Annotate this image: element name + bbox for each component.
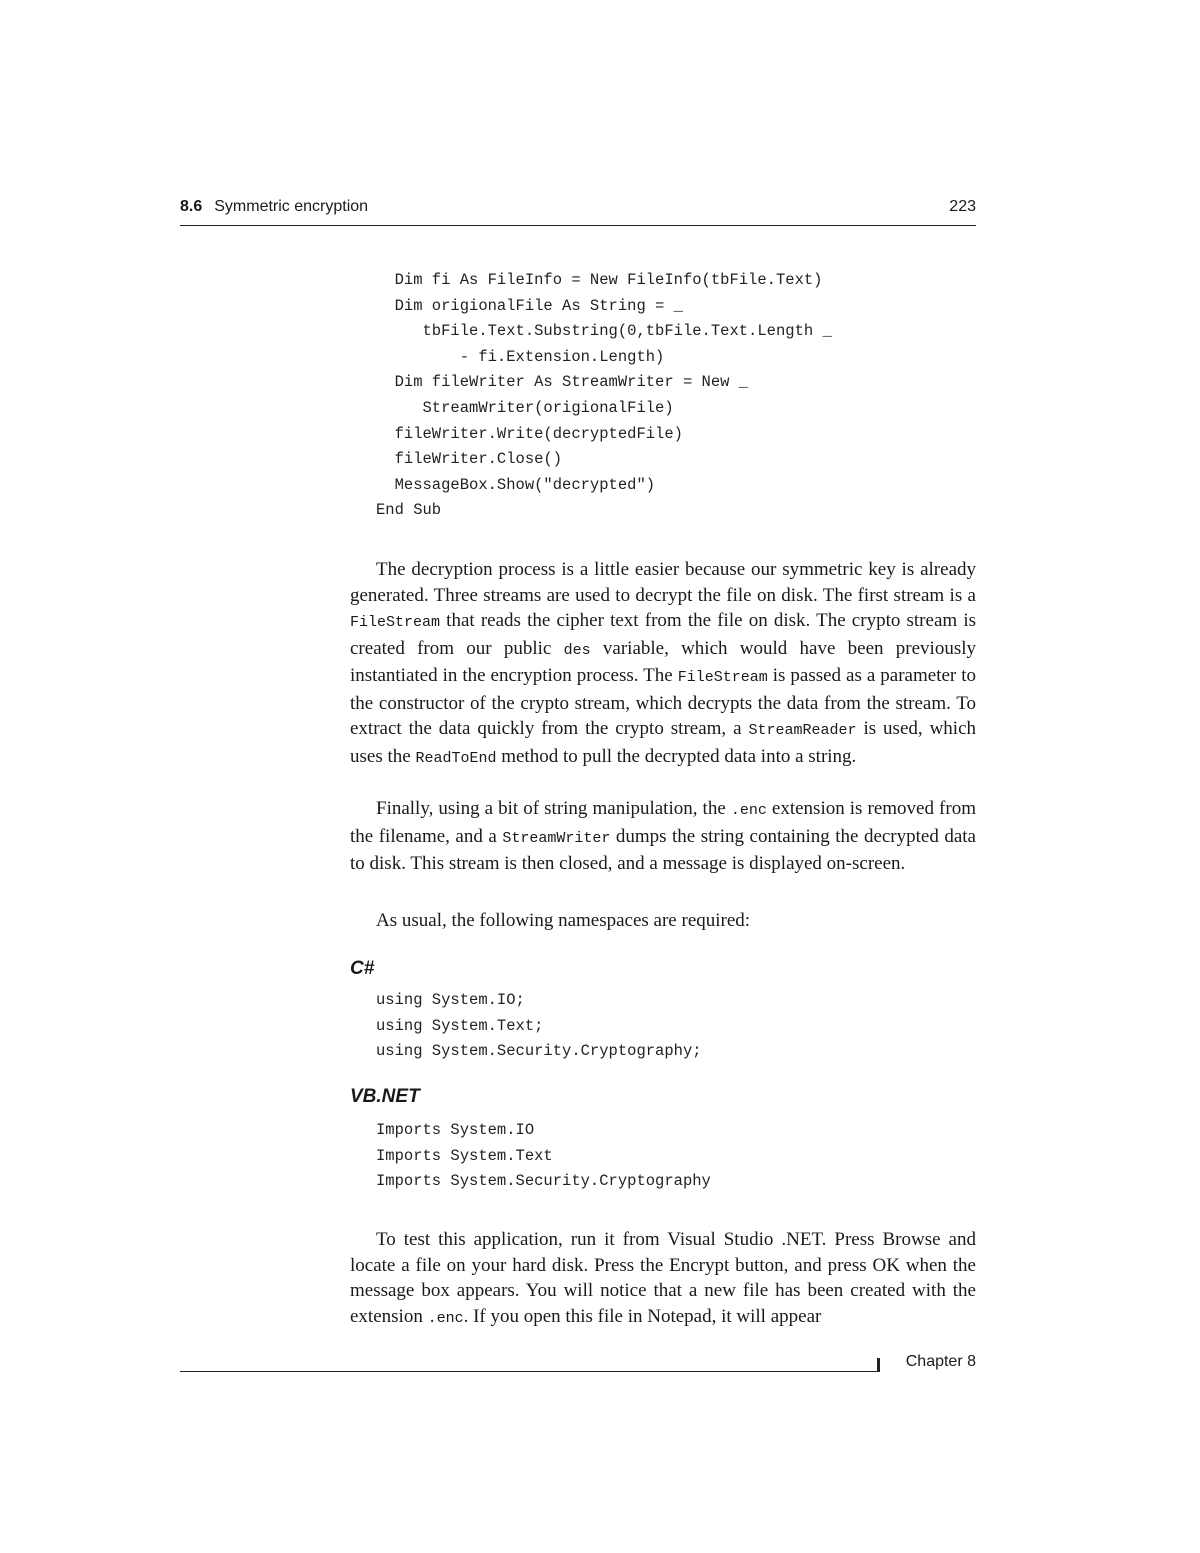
- page-number: 223: [949, 198, 976, 215]
- code-block-vb-decrypt: Dim fi As FileInfo = New FileInfo(tbFile.Text) Dim origionalFile As String = _ tbFile.Text.Substring(0,tbFile.Text.Length _ - fi.Extension.Length) Dim fileWriter As StreamWriter = New _ StreamWriter(origionalFile) fileWriter.Write(decryptedFile) fileWriter.Close() MessageBox.Show("decrypted") End Sub: [376, 271, 832, 520]
- section-title: Symmetric encryption: [214, 198, 369, 215]
- paragraph-decryption-process: The decryption process is a little easier because our symmetric key is already generated. Three streams are used to decrypt the file on disk. The first stream is a FileStream that reads the cipher text from the file on disk. The crypto stream is created from our public des variable, which would have been previously instantiated in the encryption process. The FileStream is passed as a parameter to the constructor of the crypto stream, which decrypts the data from the stream. To extract the data quickly from the crypto stream, a StreamReader is used, which uses the ReadToEnd method to pull the decrypted data into a string.: [350, 559, 977, 767]
- paragraph-test-application: To test this application, run it from Visual Studio .NET. Press Browse and locate a file on your hard disk. Press the Encrypt button, and press OK when the message box appears. You will notice that a new file has been created with the extension .enc. If you open this file in Notepad, it will appear: [350, 1229, 976, 1327]
- footer-rule: [180, 1371, 880, 1372]
- paragraph-namespaces: As usual, the following namespaces are required:: [376, 910, 751, 931]
- heading-csharp: C#: [350, 958, 375, 979]
- footer-tick-mark: [877, 1358, 880, 1372]
- paragraph-string-manipulation: Finally, using a bit of string manipulation, the .enc extension is removed from the filename, and a StreamWriter dumps the string containing the decrypted data to disk. This stream is then closed, and a message is displayed on-screen.: [350, 798, 976, 874]
- code-block-csharp-namespaces: using System.IO; using System.Text; using System.Security.Cryptography;: [376, 991, 702, 1061]
- header-rule: [180, 225, 976, 226]
- footer-chapter-label: Chapter 8: [905, 1353, 976, 1370]
- heading-vbnet: VB.NET: [350, 1086, 420, 1107]
- code-block-vbnet-namespaces: Imports System.IO Imports System.Text Imports System.Security.Cryptography: [376, 1121, 711, 1191]
- section-number: 8.6: [180, 198, 203, 215]
- running-header: [180, 198, 976, 224]
